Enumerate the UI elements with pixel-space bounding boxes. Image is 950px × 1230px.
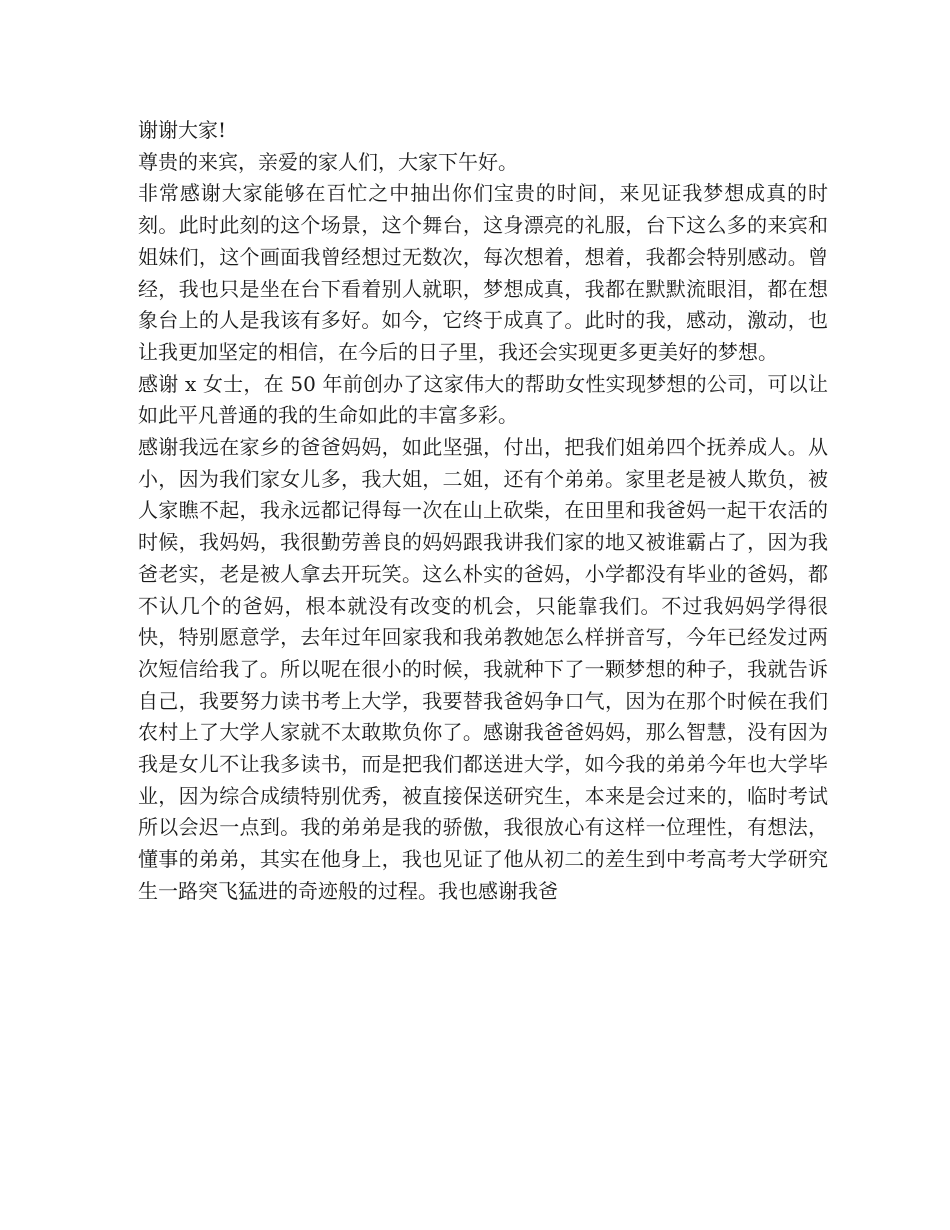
- document-body: [138, 115, 828, 908]
- paragraph-thanks: 谢谢大家!: [138, 118, 227, 142]
- paragraph-founder: 感谢 x 女士，在 50 年前创办了这家伟大的帮助女性实现梦想的公司，可以让如此平凡普通的我的生命如此的丰富多彩。: [138, 371, 828, 428]
- paragraph-greeting: 尊贵的来宾，亲爱的家人们，大家下午好。: [138, 149, 518, 174]
- paragraph-gratitude: 非常感谢大家能够在百忙之中抽出你们宝贵的时间，来见证我梦想成真的时刻。此时此刻的这个场景，这个舞台，这身漂亮的礼服，台下这么多的来宾和姐妹们，这个画面我曾经想过无数次，每次想着，想着，我都会特别感动。曾经，我也只是坐在台下看着别人就职，梦想成真，我都在默默流眼泪，都在想象台上的人是我该有多好。如今，它终于成真了。此时的我，感动，激动，也让我更加坚定的相信，在今后的日子里，我还会实现更多更美好的梦想。: [138, 181, 828, 364]
- paragraph-parents: 感谢我远在家乡的爸爸妈妈，如此坚强，付出，把我们姐弟四个抚养成人。从小，因为我们家女儿多，我大姐，二姐，还有个弟弟。家里老是被人欺负，被人家瞧不起，我永远都记得每一次在山上砍柴，在田里和我爸妈一起干农活的时候，我妈妈，我很勤劳善良的妈妈跟我讲我们家的地又被谁霸占了，因为我爸老实，老是被人拿去开玩笑。这么朴实的爸妈，小学都没有毕业的爸妈，都不认几个的爸妈，根本就没有改变的机会，只能靠我们。不过我妈妈学得很快，特别愿意学，去年过年回家我和我弟教她怎么样拼音写，今年已经发过两次短信给我了。所以呢在很小的时候，我就种下了一颗梦想的种子，我就告诉自己，我要努力读书考上大学，我要替我爸妈争口气，因为在那个时候在我们农村上了大学人家就不太敢欺负你了。感谢我爸爸妈妈，那么智慧，没有因为我是女儿不让我多读书，而是把我们都送进大学，如今我的弟弟今年也大学毕业，因为综合成绩特别优秀，被直接保送研究生，本来是会过来的，临时考试所以会迟一点到。我的弟弟是我的骄傲，我很放心有这样一位理性，有想法，懂事的弟弟，其实在他身上，我也见证了他从初二的差生到中考高考大学研究生一路突飞猛进的奇迹般的过程。我也感谢我爸: [138, 435, 828, 903]
